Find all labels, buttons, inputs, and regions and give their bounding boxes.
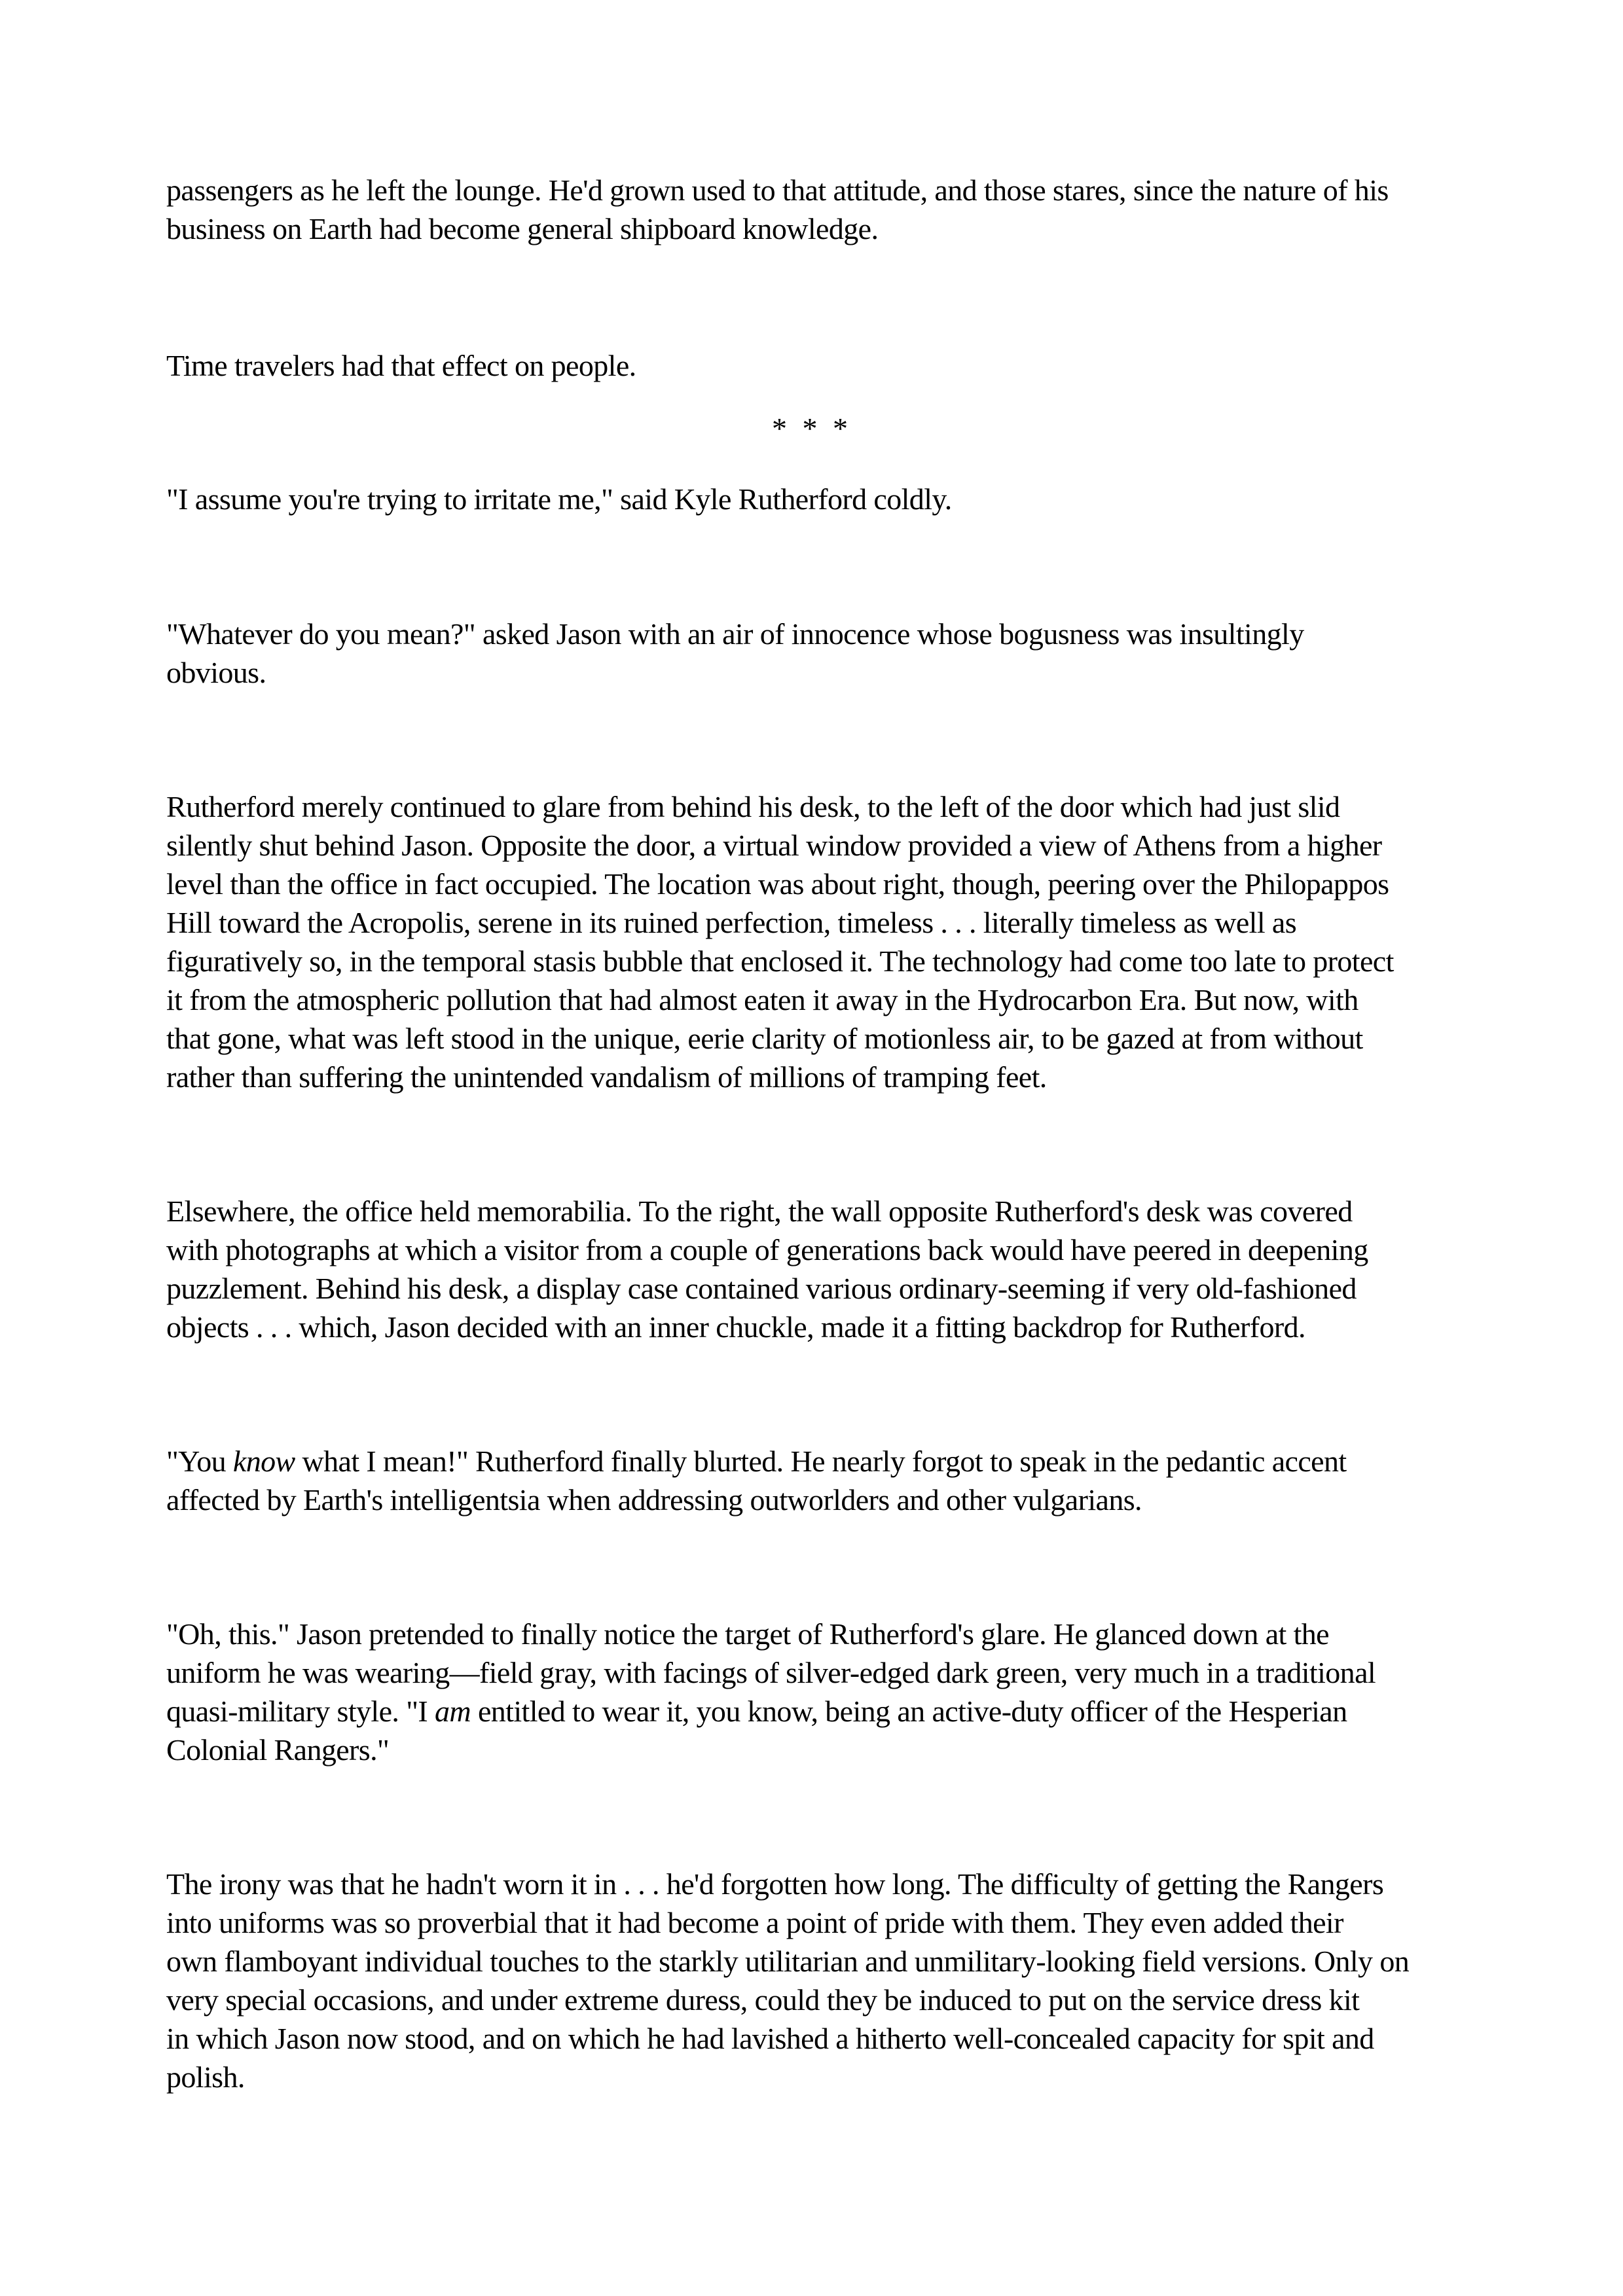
- text-line: "I assume you're trying to irritate me," said Kyle Rutherford coldly.: [166, 482, 952, 516]
- text-line: Rutherford merely continued to glare from behind his desk, to the left of the door which had just slid: [166, 790, 1340, 823]
- text-line: business on Earth had become general shipboard knowledge.: [166, 212, 879, 245]
- paragraph-time-travelers: [166, 346, 1476, 385]
- text-line: Hill toward the Acropolis, serene in its ruined perfection, timeless . . . literally timeless as well as: [166, 906, 1297, 939]
- emphasis-text: know: [232, 1444, 295, 1478]
- text-line: obvious.: [166, 656, 266, 689]
- text-line: very special occasions, and under extreme duress, could they be induced to put on the service dress kit: [166, 1983, 1360, 2017]
- text-line: affected by Earth's intelligentsia when addressing outworlders and other vulgarians.: [166, 1483, 1142, 1516]
- text-line: with photographs at which a visitor from a couple of generations back would have peered in deepening: [166, 1233, 1368, 1266]
- paragraph-rutherford-glare: [166, 787, 1476, 1096]
- text-line: "Whatever do you mean?" asked Jason with an air of innocence whose bogusness was insultingly: [166, 617, 1304, 651]
- scene-break: * * *: [772, 412, 852, 445]
- text-line: into uniforms was so proverbial that it had become a point of pride with them. They even added their: [166, 1906, 1343, 1939]
- text-line: [166, 1692, 1476, 1731]
- text-run: "You: [166, 1444, 233, 1478]
- text-run: entitled to wear it, you know, being an active-duty officer of the Hesperian: [471, 1695, 1347, 1728]
- text-line: that gone, what was left stood in the unique, eerie clarity of motionless air, to be gazed at from without: [166, 1022, 1363, 1055]
- text-line: objects . . . which, Jason decided with an inner chuckle, made it a fitting backdrop for Rutherford.: [166, 1310, 1305, 1344]
- text-run: what I mean!" Rutherford finally blurted. He nearly forgot to speak in the pedantic accent: [295, 1444, 1347, 1478]
- paragraph-rutherford-irritate: [166, 480, 1476, 518]
- paragraph-you-know: [166, 1442, 1476, 1519]
- text-line: Time travelers had that effect on people.: [166, 349, 636, 382]
- text-line: rather than suffering the unintended vandalism of millions of tramping feet.: [166, 1060, 1047, 1094]
- text-line: own flamboyant individual touches to the starkly utilitarian and unmilitary-looking field versions. Only on: [166, 1945, 1410, 1978]
- text-line: "Oh, this." Jason pretended to finally notice the target of Rutherford's glare. He glanced down at the: [166, 1617, 1329, 1651]
- text-line: Colonial Rangers.": [166, 1733, 390, 1767]
- text-line: Elsewhere, the office held memorabilia. To the right, the wall opposite Rutherford's desk was covered: [166, 1194, 1353, 1228]
- paragraph-oh-this: [166, 1615, 1476, 1769]
- paragraph-whatever: [166, 615, 1476, 692]
- text-line: The irony was that he hadn't worn it in . . . he'd forgotten how long. The difficulty of getting the Rangers: [166, 1867, 1384, 1901]
- paragraph-passengers: [166, 171, 1476, 248]
- text-line: uniform he was wearing—field gray, with facings of silver-edged dark green, very much in a traditional: [166, 1656, 1376, 1689]
- text-line: level than the office in fact occupied. The location was about right, though, peering over the Philopappos: [166, 867, 1389, 901]
- paragraph-memorabilia: [166, 1192, 1476, 1346]
- text-line: it from the atmospheric pollution that had almost eaten it away in the Hydrocarbon Era. But now, with: [166, 983, 1359, 1016]
- text-line: [166, 1442, 1476, 1480]
- paragraph-irony: [166, 1865, 1476, 2096]
- emphasis-text: am: [435, 1695, 471, 1728]
- text-run: quasi-military style. "I: [166, 1695, 435, 1728]
- text-line: in which Jason now stood, and on which he had lavished a hitherto well-concealed capacity for spit and: [166, 2022, 1374, 2055]
- text-line: figuratively so, in the temporal stasis bubble that enclosed it. The technology had come too late to protect: [166, 944, 1394, 978]
- text-line: puzzlement. Behind his desk, a display case contained various ordinary-seeming if very old-fashioned: [166, 1272, 1357, 1305]
- text-line: polish.: [166, 2060, 245, 2094]
- text-line: passengers as he left the lounge. He'd grown used to that attitude, and those stares, since the nature of his: [166, 173, 1389, 207]
- text-line: silently shut behind Jason. Opposite the door, a virtual window provided a view of Athens from a higher: [166, 829, 1382, 862]
